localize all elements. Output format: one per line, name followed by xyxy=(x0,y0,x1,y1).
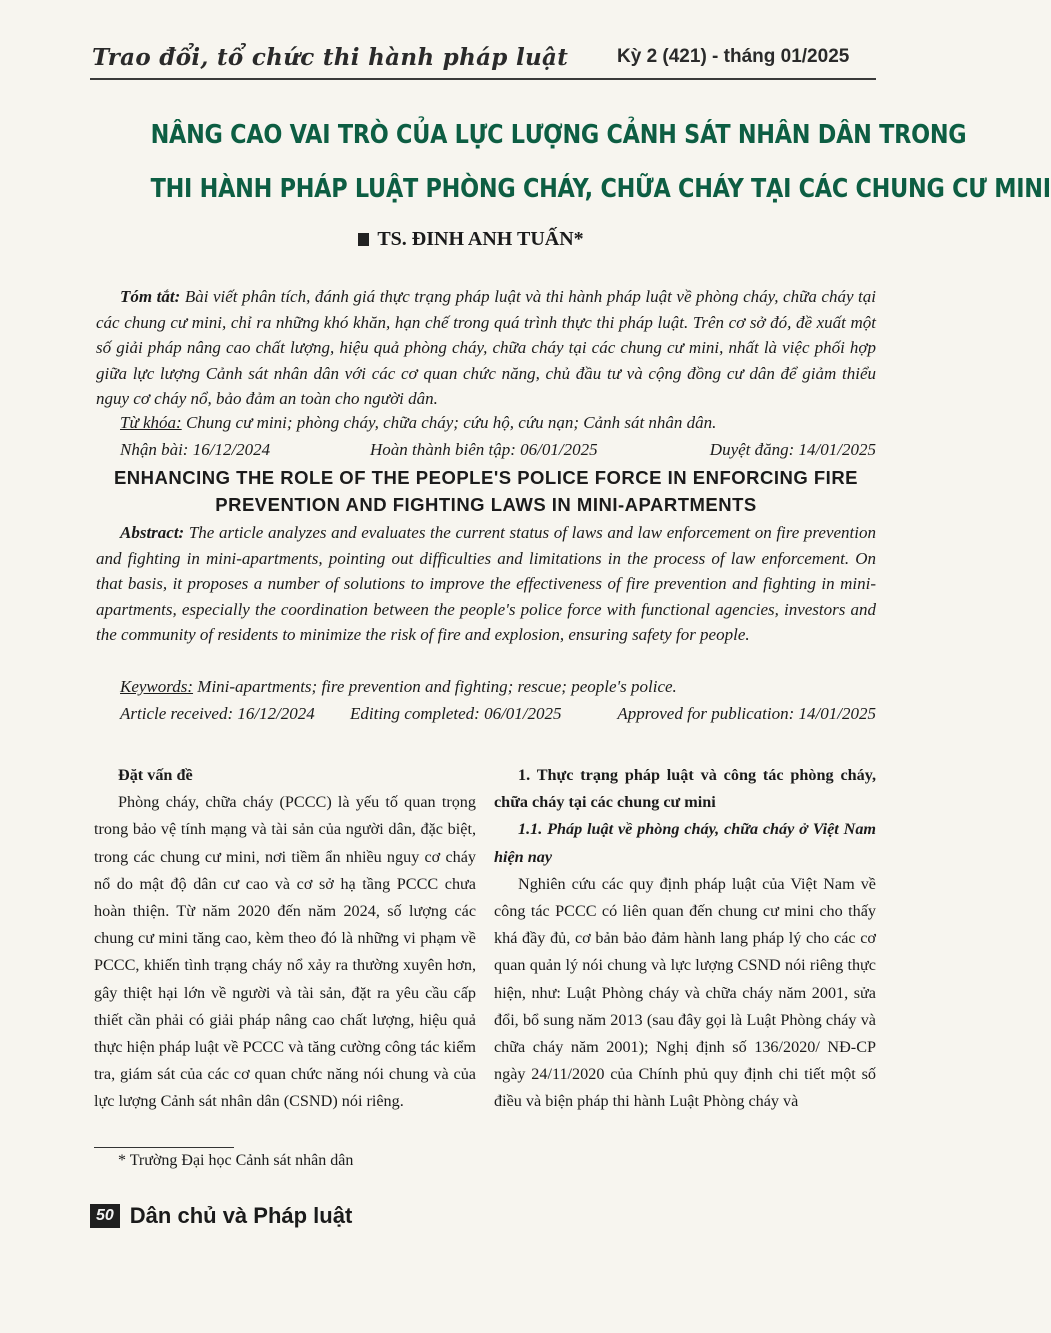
keywords-en xyxy=(120,677,677,697)
abstract-vn-text: Bài viết phân tích, đánh giá thực trạng pháp luật và thi hành pháp luật về phòng cháy, chữa cháy tại các chung cư mini, chỉ ra những khó khăn, hạn chế trong quá trình thực thi pháp luật. Trên cơ sở đó, đề xuất một số giải pháp nâng cao chất lượng, hiệu quả phòng cháy, chữa cháy tại các chung cư mini, nhất là việc phối hợp giữa lực lượng Cảnh sát nhân dân với các cơ quan chức năng, chủ đầu tư và cộng đồng cư dân để giảm thiểu nguy cơ cháy nổ, bảo đảm an toàn cho người dân. xyxy=(96,287,876,409)
dates-en xyxy=(120,704,876,728)
section-1-paragraph: Nghiên cứu các quy định pháp luật của Việt Nam về công tác PCCC có liên quan đến chung cư mini cho thấy khá đầy đủ, cơ bản bảo đảm hành lang pháp lý cho các cơ quan quản lý nói chung và lực lượng CSND nói riêng thực hiện, như: Luật Phòng cháy và chữa cháy năm 2001, sửa đổi, bổ sung năm 2013 (sau đây gọi là Luật Phòng cháy và chữa cháy năm 2001); Nghị định số 136/2020/ NĐ-CP ngày 24/11/2020 của Chính phủ quy định chi tiết một số điều và biện pháp thi hành Luật Phòng cháy và xyxy=(494,874,876,1111)
abstract-vn-label: Tóm tắt: xyxy=(120,287,181,306)
article-title-vn xyxy=(150,108,1051,216)
journal-name: Dân chủ và Pháp luật xyxy=(129,1203,353,1228)
date-edited-vn: Hoàn thành biên tập: 06/01/2025 xyxy=(370,440,598,459)
dates-vn xyxy=(120,440,876,464)
article-title-en xyxy=(96,464,876,518)
author-line xyxy=(0,228,942,251)
intro-paragraph: Phòng cháy, chữa cháy (PCCC) là yếu tố quan trọng trong bảo vệ tính mạng và tài sản của người dân, đặc biệt, trong các chung cư mini, nơi tiềm ẩn nhiều nguy cơ cháy nổ do mật độ dân cư cao và cơ sở hạ tầng PCCC chưa hoàn thiện. Từ năm 2020 đến năm 2024, số lượng các chung cư mini tăng cao, kèm theo đó là những vi phạm về PCCC, khiến tình trạng cháy nổ xảy ra thường xuyên hơn, gây thiệt hại lớn về người và tài sản, đặt ra yêu cầu cấp thiết cần phải có giải pháp nâng cao chất lượng, hiệu quả thực hiện pháp luật về PCCC và tăng cường công tác kiểm tra, giám sát của các cơ quan chức năng nói chung và của lực lượng Cảnh sát nhân dân (CSND) nói riêng. xyxy=(94,793,476,1111)
subsection-heading-1-1: 1.1. Pháp luật về phòng cháy, chữa cháy ở Việt Nam hiện nay xyxy=(494,820,876,866)
footnote-rule xyxy=(94,1147,234,1148)
date-approved-en: Approved for publication: 14/01/2025 xyxy=(617,704,876,723)
page-number: 50 xyxy=(90,1204,120,1228)
date-received-en: Article received: 16/12/2024 xyxy=(120,704,315,723)
section-heading-intro: Đặt vấn đề xyxy=(118,766,193,784)
title-line-1: NÂNG CAO VAI TRÒ CỦA LỰC LƯỢNG CẢNH SÁT NHÂN DÂN TRONG xyxy=(150,120,967,150)
abstract-vn xyxy=(96,284,876,412)
keywords-vn-text: Chung cư mini; phòng cháy, chữa cháy; cứu hộ, cứu nạn; Cảnh sát nhân dân. xyxy=(181,413,717,432)
keywords-en-label: Keywords: xyxy=(120,677,194,696)
date-approved-vn: Duyệt đăng: 14/01/2025 xyxy=(709,440,876,459)
title-line-2: THI HÀNH PHÁP LUẬT PHÒNG CHÁY, CHỮA CHÁY TẠI CÁC CHUNG CƯ MINI xyxy=(150,174,1051,204)
page-footer xyxy=(90,1203,352,1233)
running-header-section: Trao đổi, tổ chức thi hành pháp luật xyxy=(92,44,569,71)
section-heading-1: 1. Thực trạng pháp luật và công tác phòng cháy, chữa cháy tại các chung cư mini xyxy=(494,766,876,812)
en-title-line-1: ENHANCING THE ROLE OF THE PEOPLE'S POLICE FORCE IN ENFORCING FIRE xyxy=(113,467,859,488)
abstract-en-text: The article analyzes and evaluates the current status of laws and law enforcement on fire prevention and fighting in mini-apartments, pointing out difficulties and limitations in the process of law enforcement. On that basis, it proposes a number of solutions to improve the effectiveness of fire prevention and fighting in mini-apartments, especially the coordination between the people's police force with functional agencies, investors and the community of residents to minimize the risk of fire and explosion, ensuring safety for people. xyxy=(96,523,876,645)
square-bullet-icon xyxy=(358,233,369,246)
abstract-en xyxy=(96,520,876,648)
abstract-en-label: Abstract: xyxy=(120,523,185,542)
keywords-en-text: Mini-apartments; fire prevention and fighting; rescue; people's police. xyxy=(193,677,677,696)
date-received-vn: Nhận bài: 16/12/2024 xyxy=(120,440,271,459)
footnote: * Trường Đại học Cảnh sát nhân dân xyxy=(118,1152,354,1169)
keywords-vn xyxy=(120,413,716,433)
running-header-issue: Kỳ 2 (421) - tháng 01/2025 xyxy=(617,46,850,67)
author-name: TS. ĐINH ANH TUẤN* xyxy=(377,228,584,250)
keywords-vn-label: Từ khóa: xyxy=(120,413,182,432)
en-title-line-2: PREVENTION AND FIGHTING LAWS IN MINI-APARTMENTS xyxy=(215,494,757,515)
body-column-right xyxy=(494,762,876,1116)
body-column-left xyxy=(94,762,476,1116)
header-rule xyxy=(90,78,876,80)
date-edited-en: Editing completed: 06/01/2025 xyxy=(350,704,562,723)
